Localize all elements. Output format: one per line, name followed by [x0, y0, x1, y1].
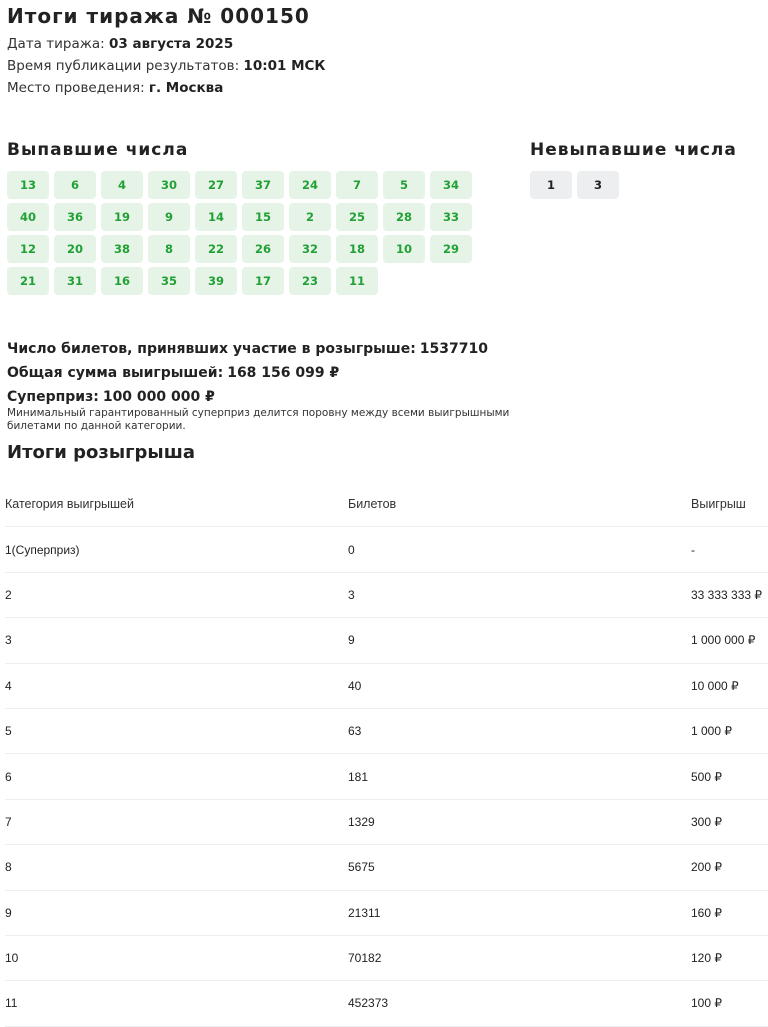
table-row — [5, 845, 768, 890]
tickets-cell: 0 — [348, 527, 691, 572]
not-drawn-numbers-grid — [530, 171, 619, 199]
tickets-cell: 5675 — [348, 845, 691, 890]
drawn-numbers-grid — [7, 171, 477, 295]
drawn-number: 14 — [195, 203, 237, 231]
drawn-number: 4 — [101, 171, 143, 199]
table-row — [5, 799, 768, 844]
publish-time-value: 10:01 МСК — [243, 58, 326, 74]
drawn-number: 21 — [7, 267, 49, 295]
drawn-number: 32 — [289, 235, 331, 263]
tickets-cell: 63 — [348, 708, 691, 753]
table-row — [5, 708, 768, 753]
tickets-count — [7, 341, 488, 357]
results-title: Итоги розыгрыша — [7, 442, 195, 463]
results-table — [5, 482, 768, 1027]
category-cell: 8 — [5, 845, 348, 890]
category-cell: 6 — [5, 754, 348, 799]
header-tickets: Билетов — [348, 482, 691, 527]
drawn-number: 10 — [383, 235, 425, 263]
total-winnings — [7, 365, 339, 381]
drawn-number: 18 — [336, 235, 378, 263]
drawn-number: 11 — [336, 267, 378, 295]
tickets-cell: 1329 — [348, 799, 691, 844]
tickets-cell: 70182 — [348, 935, 691, 980]
category-cell: 10 — [5, 935, 348, 980]
prize-cell: 160 ₽ — [691, 890, 768, 935]
not-drawn-number: 1 — [530, 171, 572, 199]
table-row — [5, 618, 768, 663]
tickets-cell: 40 — [348, 663, 691, 708]
table-row — [5, 935, 768, 980]
tickets-count-label: Число билетов, принявших участие в розыгрыше: — [7, 341, 416, 357]
category-cell: 11 — [5, 981, 348, 1026]
drawn-number: 13 — [7, 171, 49, 199]
page-title: Итоги тиража № 000150 — [7, 4, 310, 28]
drawn-number: 28 — [383, 203, 425, 231]
drawn-number: 39 — [195, 267, 237, 295]
publish-time — [7, 58, 325, 74]
drawn-number: 34 — [430, 171, 472, 199]
tickets-cell: 181 — [348, 754, 691, 799]
tickets-cell: 21311 — [348, 890, 691, 935]
drawn-number: 8 — [148, 235, 190, 263]
table-row — [5, 754, 768, 799]
drawn-number: 35 — [148, 267, 190, 295]
drawn-number: 30 — [148, 171, 190, 199]
superprize — [7, 389, 215, 405]
drawn-number: 5 — [383, 171, 425, 199]
prize-cell: - — [691, 527, 768, 572]
table-row — [5, 890, 768, 935]
draw-date-label: Дата тиража: — [7, 36, 105, 52]
superprize-note: Минимальный гарантированный суперприз делится поровну между всеми выигрышными билетами по данной категории. — [7, 407, 510, 432]
drawn-number: 25 — [336, 203, 378, 231]
category-cell: 4 — [5, 663, 348, 708]
drawn-number: 40 — [7, 203, 49, 231]
drawn-number: 20 — [54, 235, 96, 263]
drawn-number: 33 — [430, 203, 472, 231]
drawn-number: 37 — [242, 171, 284, 199]
drawn-number: 24 — [289, 171, 331, 199]
publish-time-label: Время публикации результатов: — [7, 58, 240, 74]
prize-cell: 33 333 333 ₽ — [691, 572, 768, 617]
tickets-cell: 452373 — [348, 981, 691, 1026]
table-row — [5, 981, 768, 1026]
category-cell: 5 — [5, 708, 348, 753]
drawn-number: 15 — [242, 203, 284, 231]
drawn-number: 9 — [148, 203, 190, 231]
tickets-cell: 9 — [348, 618, 691, 663]
category-cell: 2 — [5, 572, 348, 617]
drawn-number: 6 — [54, 171, 96, 199]
tickets-cell: 3 — [348, 572, 691, 617]
drawn-number: 26 — [242, 235, 284, 263]
location-value: г. Москва — [148, 80, 224, 96]
drawn-number: 16 — [101, 267, 143, 295]
not-drawn-number: 3 — [577, 171, 619, 199]
total-winnings-label: Общая сумма выигрышей: — [7, 365, 224, 381]
category-cell: 7 — [5, 799, 348, 844]
prize-cell: 200 ₽ — [691, 845, 768, 890]
not-drawn-numbers-title: Невыпавшие числа — [530, 140, 737, 160]
drawn-number: 22 — [195, 235, 237, 263]
category-cell: 3 — [5, 618, 348, 663]
category-cell: 1(Суперприз) — [5, 527, 348, 572]
tickets-count-value: 1537710 — [419, 341, 488, 357]
superprize-value: 100 000 000 ₽ — [102, 389, 215, 405]
table-row — [5, 527, 768, 572]
drawn-number: 38 — [101, 235, 143, 263]
category-cell: 9 — [5, 890, 348, 935]
drawn-number: 2 — [289, 203, 331, 231]
drawn-number: 12 — [7, 235, 49, 263]
prize-cell: 100 ₽ — [691, 981, 768, 1026]
table-row — [5, 663, 768, 708]
total-winnings-value: 168 156 099 ₽ — [227, 365, 340, 381]
superprize-label: Суперприз: — [7, 389, 99, 405]
prize-cell: 10 000 ₽ — [691, 663, 768, 708]
drawn-number: 29 — [430, 235, 472, 263]
header-prize: Выигрыш — [691, 482, 768, 527]
prize-cell: 1 000 000 ₽ — [691, 618, 768, 663]
header-category: Категория выигрышей — [5, 482, 348, 527]
drawn-number: 27 — [195, 171, 237, 199]
drawn-number: 23 — [289, 267, 331, 295]
drawn-numbers-title: Выпавшие числа — [7, 140, 189, 160]
draw-date — [7, 36, 233, 52]
drawn-number: 17 — [242, 267, 284, 295]
location-label: Место проведения: — [7, 80, 145, 96]
table-row — [5, 572, 768, 617]
prize-cell: 1 000 ₽ — [691, 708, 768, 753]
location — [7, 80, 223, 96]
prize-cell: 300 ₽ — [691, 799, 768, 844]
drawn-number: 31 — [54, 267, 96, 295]
drawn-number: 36 — [54, 203, 96, 231]
prize-cell: 120 ₽ — [691, 935, 768, 980]
drawn-number: 7 — [336, 171, 378, 199]
table-header-row — [5, 482, 768, 527]
draw-date-value: 03 августа 2025 — [109, 36, 234, 52]
drawn-number: 19 — [101, 203, 143, 231]
prize-cell: 500 ₽ — [691, 754, 768, 799]
